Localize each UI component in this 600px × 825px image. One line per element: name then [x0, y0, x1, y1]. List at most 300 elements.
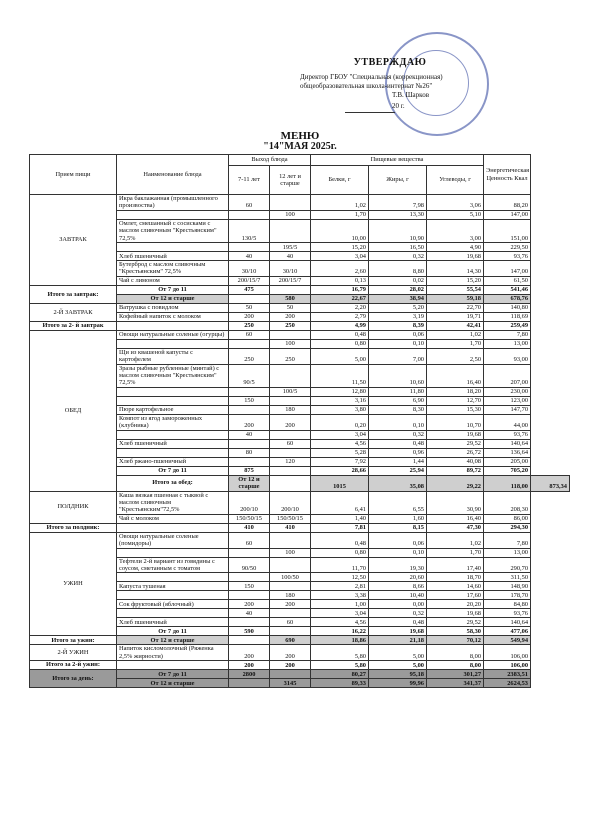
fats-value: 16,50: [369, 243, 427, 252]
yield-12: 100: [270, 210, 311, 219]
yield-7-11: [229, 591, 270, 600]
yield-7-11: [229, 636, 270, 645]
yield-7-11: 80: [229, 448, 270, 457]
table-row: [30, 285, 570, 294]
header-dish: Наименование блюда: [117, 155, 229, 195]
yield-12: [270, 364, 311, 387]
menu-title: МЕНЮ: [280, 130, 320, 142]
carbs-value: 4,90: [427, 243, 484, 252]
carbs-value: 22,70: [427, 303, 484, 312]
energy-value: 7,80: [484, 532, 531, 548]
dish-name: Сок фруктовый (яблочный): [117, 600, 229, 609]
yield-12: 200: [270, 414, 311, 430]
fats-value: 0,00: [369, 600, 427, 609]
carbs-value: 301,27: [427, 670, 484, 679]
approval-block: [300, 58, 480, 111]
dish-name: [117, 448, 229, 457]
meal-cell: ЗАВТРАК: [30, 195, 117, 286]
dish-name: [117, 609, 229, 618]
fats-value: 13,30: [369, 210, 427, 219]
fats-value: 6,90: [369, 396, 427, 405]
menu-table: [29, 154, 570, 688]
carbs-value: 18,70: [427, 573, 484, 582]
menu-body: [30, 195, 570, 688]
fats-value: 95,18: [369, 670, 427, 679]
yield-12: 50: [270, 303, 311, 312]
dish-name: Омлет, смешанный с сосисками с маслом сливочным "Крестьянским" 72,5%: [117, 219, 229, 242]
yield-7-11: 200/15/7: [229, 276, 270, 285]
fats-value: 7,00: [369, 348, 427, 364]
carbs-value: 19,71: [427, 312, 484, 321]
fats-value: 8,80: [369, 261, 427, 277]
header-proteins: Белки, г: [311, 166, 369, 195]
yield-7-11: 30/10: [229, 261, 270, 277]
approval-date: 20 г.: [392, 102, 405, 110]
yield-12: 180: [270, 405, 311, 414]
proteins-value: 4,99: [311, 321, 369, 330]
meal-cell: Итого за обед:: [117, 475, 229, 491]
energy-value: 86,00: [484, 514, 531, 523]
dish-name: Компот из ягод замороженных (клубника): [117, 414, 229, 430]
carbs-value: 15,20: [427, 276, 484, 285]
proteins-value: 5,80: [311, 645, 369, 661]
energy-value: 140,64: [484, 618, 531, 627]
fats-value: 0,32: [369, 430, 427, 439]
carbs-value: 3,06: [427, 195, 484, 211]
yield-12: 200: [270, 600, 311, 609]
fats-value: 1,44: [369, 457, 427, 466]
proteins-value: 1,40: [311, 514, 369, 523]
total-label: [117, 523, 229, 532]
yield-7-11: 200: [229, 661, 270, 670]
fats-value: 1,60: [369, 514, 427, 523]
yield-12: 200/15/7: [270, 276, 311, 285]
yield-12: 200: [270, 645, 311, 661]
carbs-value: 42,41: [427, 321, 484, 330]
table-row: [30, 670, 570, 679]
energy-value: 106,00: [484, 645, 531, 661]
proteins-value: 1,02: [311, 195, 369, 211]
total-label: [117, 661, 229, 670]
carbs-value: 3,00: [427, 219, 484, 242]
proteins-value: 35,08: [369, 475, 427, 491]
yield-12: 690: [270, 636, 311, 645]
proteins-value: 3,16: [311, 396, 369, 405]
carbs-value: 30,90: [427, 491, 484, 514]
table-row: [30, 523, 570, 532]
yield-12: 180: [270, 591, 311, 600]
yield-7-11: [229, 573, 270, 582]
yield-12: 100: [270, 548, 311, 557]
proteins-value: 11,50: [311, 364, 369, 387]
meal-cell: Итого за день:: [30, 670, 117, 688]
fats-value: 8,66: [369, 582, 427, 591]
energy-value: 44,00: [484, 414, 531, 430]
yield-12: 60: [270, 618, 311, 627]
fats-value: 0,48: [369, 439, 427, 448]
approval-heading: УТВЕРЖДАЮ: [353, 57, 427, 68]
energy-value: 205,00: [484, 457, 531, 466]
yield-7-11: 200: [229, 414, 270, 430]
dish-name: [117, 210, 229, 219]
energy-value: 208,30: [484, 491, 531, 514]
yield-12: [270, 448, 311, 457]
yield-7-11: [229, 548, 270, 557]
fats-value: 0,32: [369, 609, 427, 618]
meal-cell: Итого за 2-й ужин:: [30, 661, 117, 670]
yield-7-11: 590: [229, 627, 270, 636]
yield-12: [270, 219, 311, 242]
carbs-value: 8,00: [427, 645, 484, 661]
dish-name: Каша вязкая пшенная с тыквой с маслом сливочным "Крестьянским"72,5%: [117, 491, 229, 514]
fats-value: 0,10: [369, 414, 427, 430]
yield-12: [270, 466, 311, 475]
energy-value: 549,94: [484, 636, 531, 645]
carbs-value: 118,00: [484, 475, 531, 491]
yield-7-11: 50: [229, 303, 270, 312]
proteins-value: 12,50: [311, 573, 369, 582]
carbs-value: 10,70: [427, 414, 484, 430]
yield-7-11: 90/50: [229, 557, 270, 573]
dish-name: Капуста тушеная: [117, 582, 229, 591]
proteins-value: 12,80: [311, 387, 369, 396]
meal-cell: Итого за полдник:: [30, 523, 117, 532]
fats-value: 10,40: [369, 591, 427, 600]
dish-name: [117, 396, 229, 405]
carbs-value: 19,68: [427, 609, 484, 618]
carbs-value: 17,60: [427, 591, 484, 600]
proteins-value: 15,20: [311, 243, 369, 252]
yield-7-11: 40: [229, 609, 270, 618]
total-label: От 7 до 11: [117, 670, 229, 679]
header-out-7-11: 7-11 лет: [229, 166, 270, 195]
proteins-value: 0,48: [311, 532, 369, 548]
proteins-value: 0,80: [311, 548, 369, 557]
fats-value: 99,96: [369, 679, 427, 688]
energy-value: 148,90: [484, 582, 531, 591]
yield-7-11: [229, 294, 270, 303]
fats-value: 19,68: [369, 627, 427, 636]
fats-value: 19,30: [369, 557, 427, 573]
fats-value: 21,18: [369, 636, 427, 645]
fats-value: 8,15: [369, 523, 427, 532]
total-label: От 7 до 11: [117, 285, 229, 294]
total-label: От 12 и старше: [117, 679, 229, 688]
energy-value: 106,00: [484, 661, 531, 670]
dish-name: Ватрушка с повидлом: [117, 303, 229, 312]
fats-value: 8,30: [369, 405, 427, 414]
carbs-value: 58,30: [427, 627, 484, 636]
energy-value: 678,76: [484, 294, 531, 303]
carbs-value: 17,40: [427, 557, 484, 573]
dish-name: [117, 387, 229, 396]
carbs-value: 89,72: [427, 466, 484, 475]
meal-cell: Итого за 2- й завтрак: [30, 321, 117, 330]
dish-name: Икра баклажанная (промышленного произвоства): [117, 195, 229, 211]
proteins-value: 22,67: [311, 294, 369, 303]
carbs-value: 14,60: [427, 582, 484, 591]
energy-value: 2383,51: [484, 670, 531, 679]
yield-7-11: [229, 243, 270, 252]
proteins-value: 3,04: [311, 252, 369, 261]
fats-value: 20,60: [369, 573, 427, 582]
table-row: [30, 303, 570, 312]
yield-12: 120: [270, 457, 311, 466]
yield-7-11: 150/50/15: [229, 514, 270, 523]
yield-7-11: 90/5: [229, 364, 270, 387]
yield-7-11: 150: [229, 582, 270, 591]
carbs-value: 8,00: [427, 661, 484, 670]
dish-name: [117, 430, 229, 439]
approval-line-1: Директор ГБОУ "Специальная (коррекционная): [300, 73, 443, 81]
energy-value: 311,50: [484, 573, 531, 582]
energy-value: 2624,53: [484, 679, 531, 688]
yield-12: [270, 582, 311, 591]
energy-value: 140,64: [484, 439, 531, 448]
header-nutrients: Пищевые вещества: [311, 155, 484, 166]
yield-7-11: 130/5: [229, 219, 270, 242]
yield-7-11: 200: [229, 312, 270, 321]
carbs-value: 1,70: [427, 339, 484, 348]
dish-name: Хлеб пшеничный: [117, 252, 229, 261]
fats-value: 28,02: [369, 285, 427, 294]
meal-cell: УЖИН: [30, 532, 117, 636]
fats-value: 25,94: [369, 466, 427, 475]
proteins-value: 6,41: [311, 491, 369, 514]
energy-value: 147,70: [484, 405, 531, 414]
yield-7-11: [229, 405, 270, 414]
proteins-value: 3,04: [311, 430, 369, 439]
yield-12: 250: [270, 348, 311, 364]
table-row: [30, 491, 570, 514]
carbs-value: 15,30: [427, 405, 484, 414]
energy-value: 294,30: [484, 523, 531, 532]
table-row: [30, 330, 570, 339]
carbs-value: 29,52: [427, 618, 484, 627]
yield-12: 250: [270, 321, 311, 330]
energy-value: 541,46: [484, 285, 531, 294]
energy-value: 178,70: [484, 591, 531, 600]
total-label: [117, 321, 229, 330]
energy-value: 147,00: [484, 210, 531, 219]
carbs-value: 26,72: [427, 448, 484, 457]
dish-name: Овощи натуральные соленые (помидоры): [117, 532, 229, 548]
energy-value: 140,80: [484, 303, 531, 312]
yield-7-11: 40: [229, 430, 270, 439]
dish-name: [117, 243, 229, 252]
dish-name: Тефтели 2-й вариант из говядины с соусом, сметанным с томатом: [117, 557, 229, 573]
yield-7-11: [229, 339, 270, 348]
carbs-value: 1,02: [427, 532, 484, 548]
yield-7-11: 410: [229, 523, 270, 532]
energy-value: 873,34: [531, 475, 570, 491]
energy-value: 93,76: [484, 609, 531, 618]
proteins-value: 0,48: [311, 330, 369, 339]
yield-12: 200: [270, 661, 311, 670]
proteins-value: 16,79: [311, 285, 369, 294]
fats-value: 5,20: [369, 303, 427, 312]
dish-name: Хлеб пшеничный: [117, 439, 229, 448]
fats-value: 8,39: [369, 321, 427, 330]
table-row: [30, 195, 570, 211]
fats-value: 0,48: [369, 618, 427, 627]
yield-7-11: 60: [229, 532, 270, 548]
fats-value: 3,19: [369, 312, 427, 321]
header-fats: Жиры, г: [369, 166, 427, 195]
yield-12: [270, 396, 311, 405]
yield-12: 580: [270, 294, 311, 303]
dish-name: [117, 548, 229, 557]
dish-name: Пюре картофельное: [117, 405, 229, 414]
energy-value: 705,20: [484, 466, 531, 475]
proteins-value: 2,79: [311, 312, 369, 321]
energy-value: 136,64: [484, 448, 531, 457]
proteins-value: 28,66: [311, 466, 369, 475]
yield-12: [270, 670, 311, 679]
table-row: [30, 532, 570, 548]
carbs-value: 70,12: [427, 636, 484, 645]
yield-12: 150/50/15: [270, 514, 311, 523]
dish-name: Чай с лимоном: [117, 276, 229, 285]
fats-value: 6,55: [369, 491, 427, 514]
fats-value: 0,02: [369, 276, 427, 285]
yield-12: [270, 285, 311, 294]
header-output: Выход блюда: [229, 155, 311, 166]
yield-12: 195/5: [270, 243, 311, 252]
total-label: От 7 до 11: [117, 627, 229, 636]
carbs-value: 2,50: [427, 348, 484, 364]
approval-line-2: общеобразовательная школа-интернат №26": [300, 82, 433, 90]
dish-name: Овощи натуральные соленые (огурцы): [117, 330, 229, 339]
yield-7-11: [229, 387, 270, 396]
proteins-value: 80,27: [311, 670, 369, 679]
carbs-value: 5,10: [427, 210, 484, 219]
proteins-value: 16,22: [311, 627, 369, 636]
table-row: [30, 636, 570, 645]
carbs-value: 1,70: [427, 548, 484, 557]
carbs-value: 18,20: [427, 387, 484, 396]
carbs-value: 16,40: [427, 364, 484, 387]
carbs-value: 341,37: [427, 679, 484, 688]
proteins-value: 7,81: [311, 523, 369, 532]
energy-value: 151,00: [484, 219, 531, 242]
carbs-value: 40,08: [427, 457, 484, 466]
proteins-value: 7,92: [311, 457, 369, 466]
yield-7-11: [270, 475, 311, 491]
fats-value: 5,00: [369, 645, 427, 661]
yield-7-11: 60: [229, 330, 270, 339]
proteins-value: 0,20: [311, 414, 369, 430]
total-label: От 12 и старше: [117, 636, 229, 645]
yield-7-11: 250: [229, 321, 270, 330]
table-row: [30, 321, 570, 330]
yield-7-11: 150: [229, 396, 270, 405]
carbs-value: 55,54: [427, 285, 484, 294]
yield-7-11: [229, 679, 270, 688]
yield-12: [270, 195, 311, 211]
yield-7-11: 40: [229, 252, 270, 261]
fats-value: 0,32: [369, 252, 427, 261]
carbs-value: 47,30: [427, 523, 484, 532]
table-row: [30, 661, 570, 670]
dish-name: Хлеб ржано-пшеничный: [117, 457, 229, 466]
carbs-value: 1,02: [427, 330, 484, 339]
fats-value: 29,22: [427, 475, 484, 491]
yield-12: 60: [270, 439, 311, 448]
carbs-value: 12,70: [427, 396, 484, 405]
meal-cell: 2-Й ЗАВТРАК: [30, 303, 117, 321]
dish-name: [117, 573, 229, 582]
carbs-value: 19,68: [427, 252, 484, 261]
energy-value: 93,00: [484, 348, 531, 364]
proteins-value: 1,00: [311, 600, 369, 609]
dish-name: Бутерброд с маслом сливочным "Крестьянским" 72,5%: [117, 261, 229, 277]
fats-value: 10,60: [369, 364, 427, 387]
fats-value: 0,06: [369, 330, 427, 339]
energy-value: 123,00: [484, 396, 531, 405]
fats-value: 0,10: [369, 548, 427, 557]
proteins-value: 0,80: [311, 339, 369, 348]
carbs-value: 16,40: [427, 514, 484, 523]
energy-value: 61,50: [484, 276, 531, 285]
proteins-value: 10,00: [311, 219, 369, 242]
yield-12: 100: [270, 339, 311, 348]
yield-7-11: 875: [229, 466, 270, 475]
proteins-value: 3,80: [311, 405, 369, 414]
proteins-value: 4,56: [311, 439, 369, 448]
energy-value: 7,80: [484, 330, 531, 339]
proteins-value: 1,70: [311, 210, 369, 219]
fats-value: 0,10: [369, 339, 427, 348]
proteins-value: 2,20: [311, 303, 369, 312]
proteins-value: 18,86: [311, 636, 369, 645]
energy-value: 93,76: [484, 252, 531, 261]
meal-cell: Итого за ужин:: [30, 636, 117, 645]
energy-value: 13,00: [484, 339, 531, 348]
meal-cell: ПОЛДНИК: [30, 491, 117, 523]
dish-name: [117, 591, 229, 600]
proteins-value: 2,60: [311, 261, 369, 277]
header-energy: Энергетическая Ценность Ккал: [484, 155, 531, 195]
yield-12: 3145: [270, 679, 311, 688]
yield-12: [270, 627, 311, 636]
yield-12: [270, 430, 311, 439]
fats-value: 11,80: [369, 387, 427, 396]
yield-7-11: [229, 210, 270, 219]
yield-12: 100/5: [270, 387, 311, 396]
table-row: [30, 645, 570, 661]
carbs-value: 20,20: [427, 600, 484, 609]
energy-value: 13,00: [484, 548, 531, 557]
dish-name: Напиток кисломолочный (Ряженка 2,5% жирности): [117, 645, 229, 661]
yield-12: [270, 532, 311, 548]
menu-date: "14"МАЯ 2025г.: [263, 141, 337, 152]
header-out-12: 12 лет и старше: [270, 166, 311, 195]
dish-name: Зразы рыбные рубленные (минтай) с маслом сливочным "Крестьянским" 72,5%: [117, 364, 229, 387]
yield-12: 200/10: [270, 491, 311, 514]
fats-value: 38,94: [369, 294, 427, 303]
proteins-value: 89,33: [311, 679, 369, 688]
carbs-value: 19,68: [427, 430, 484, 439]
yield-7-11: [229, 457, 270, 466]
yield-7-11: 60: [229, 195, 270, 211]
energy-value: 147,00: [484, 261, 531, 277]
yield-7-11: 200: [229, 645, 270, 661]
header-carbs: Углеводы, г: [427, 166, 484, 195]
proteins-value: 3,04: [311, 609, 369, 618]
yield-12: [270, 609, 311, 618]
yield-12: [270, 557, 311, 573]
